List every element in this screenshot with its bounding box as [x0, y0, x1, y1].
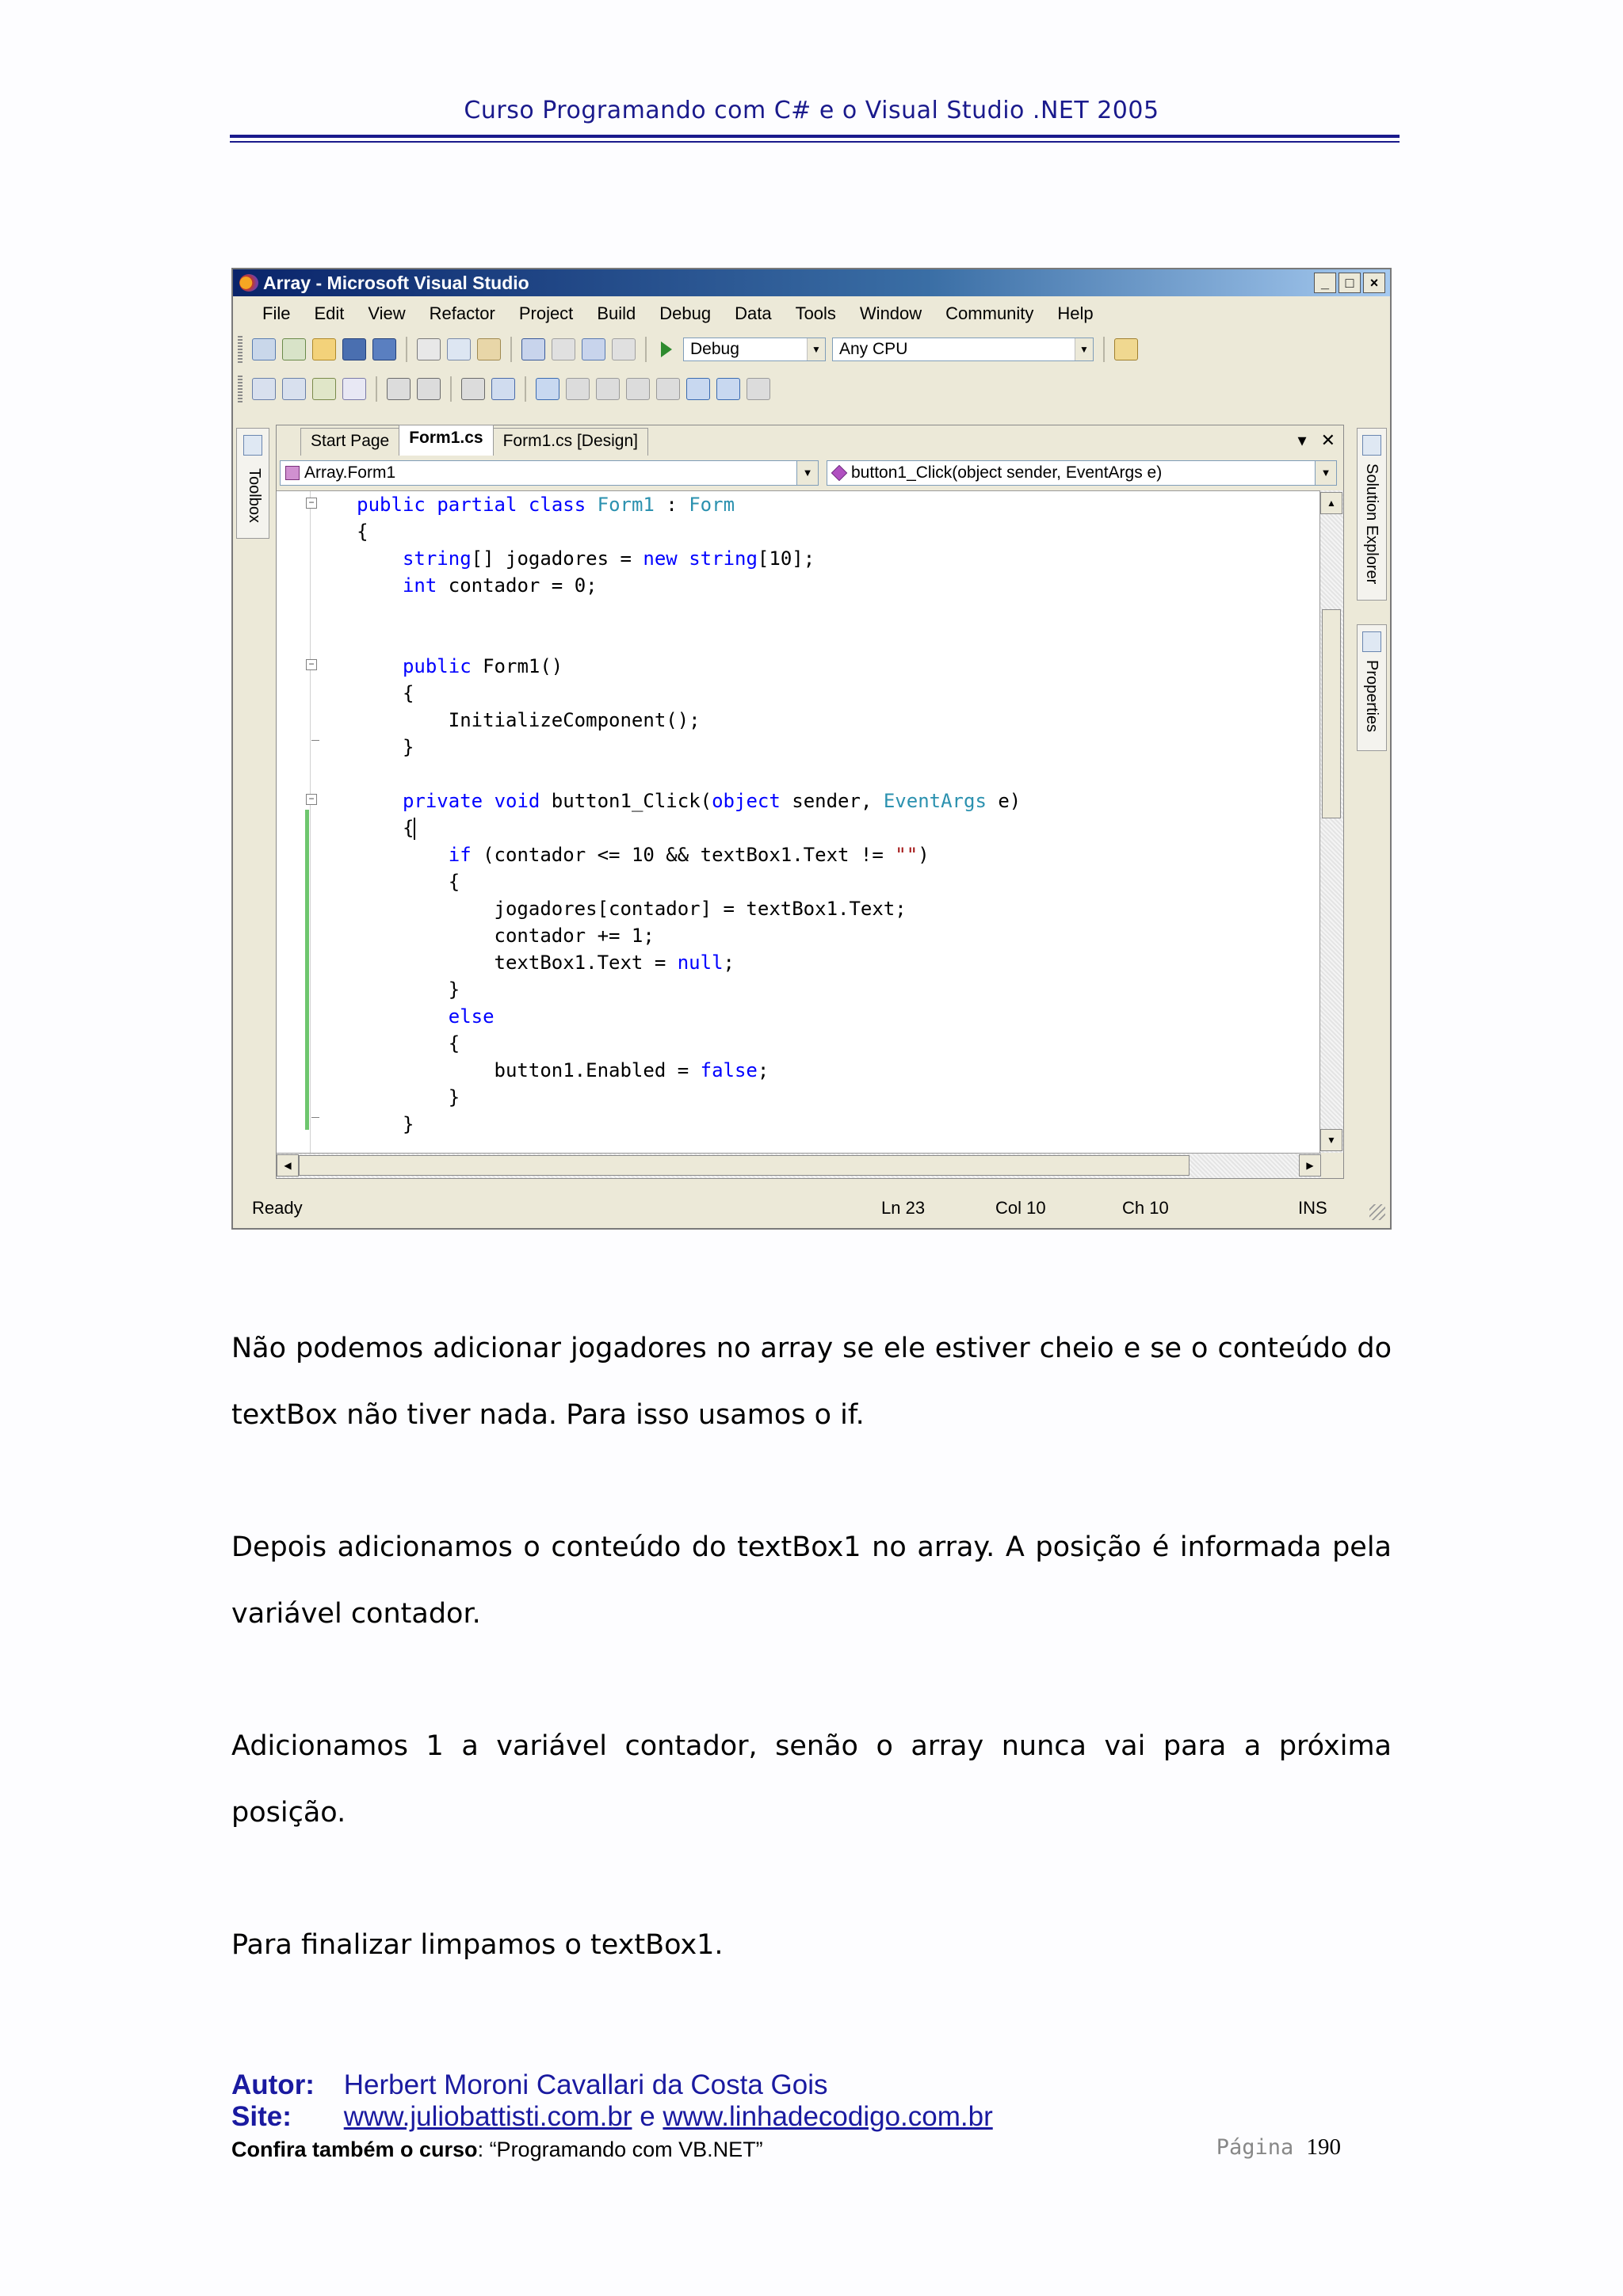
code-line: } [277, 1113, 414, 1135]
site-link-juliobattisti[interactable]: www.juliobattisti.com.br [343, 2101, 632, 2132]
site-label: Site: [231, 2101, 292, 2132]
code-line: { [277, 1032, 460, 1055]
status-char: Ch 10 [1122, 1198, 1169, 1218]
menu-help[interactable]: Help [1057, 303, 1094, 323]
page-footer [231, 2069, 1392, 2162]
status-column: Col 10 [995, 1198, 1046, 1218]
active-files-dropdown-icon[interactable]: ▾ [1297, 430, 1307, 450]
close-icon[interactable]: × [1363, 273, 1385, 293]
comment-icon[interactable] [461, 378, 485, 400]
scroll-up-icon[interactable]: ▲ [1320, 492, 1342, 514]
configuration-value: Debug [690, 340, 739, 358]
author-row [231, 2069, 1392, 2101]
tab-form1-design[interactable]: Form1.cs [Design] [493, 428, 648, 456]
scroll-right-icon[interactable]: ▶ [1299, 1154, 1321, 1177]
toolbar-separator [645, 337, 647, 362]
code-line: { [277, 521, 369, 543]
also-see-course: : “Programando com VB.NET” [477, 2138, 763, 2161]
vertical-scrollbar[interactable] [1319, 490, 1343, 1153]
paragraph-4: Para finalizar limpamos o textBox1. [231, 1929, 724, 1961]
menu-window[interactable]: Window [859, 303, 922, 323]
collapse-icon[interactable]: − [306, 498, 317, 509]
method-icon [831, 465, 847, 481]
undo-icon[interactable] [521, 338, 545, 360]
horizontal-scrollbar[interactable] [277, 1153, 1321, 1178]
add-item-icon[interactable] [282, 338, 306, 360]
status-text: Ready [252, 1198, 303, 1218]
properties-icon [1362, 631, 1381, 652]
code-line: if (contador <= 10 && textBox1.Text != "") [448, 844, 930, 866]
code-line: { [277, 871, 460, 893]
menu-community[interactable]: Community [945, 303, 1034, 323]
toolbar-separator [510, 337, 512, 362]
navigate-icon[interactable] [582, 338, 605, 360]
open-file-icon[interactable] [312, 338, 336, 360]
vertical-scroll-thumb[interactable] [1322, 609, 1341, 818]
code-line: button1.Enabled = false; [277, 1059, 769, 1081]
toolbar-separator [450, 376, 452, 402]
toolbar-grip[interactable] [238, 336, 242, 363]
toolbar-separator [376, 376, 377, 402]
platform-value: Any CPU [839, 340, 908, 358]
solution-explorer-label: Solution Explorer [1363, 463, 1381, 585]
code-line: private void button1_Click(object sender, EventArgs e) [402, 790, 1022, 812]
close-document-icon[interactable]: ✕ [1320, 430, 1335, 450]
solution-explorer-icon [1362, 435, 1381, 456]
menu-debug[interactable]: Debug [659, 303, 712, 323]
new-project-icon[interactable] [252, 338, 276, 360]
tab-form1-cs[interactable]: Form1.cs [399, 425, 493, 456]
author-name: Herbert Moroni Cavallari da Costa Gois [343, 2069, 828, 2100]
menu-file[interactable]: File [262, 303, 291, 323]
save-all-icon[interactable] [372, 338, 396, 360]
text-editor-toolbar [238, 371, 1385, 407]
status-line: Ln 23 [881, 1198, 926, 1218]
paste-icon[interactable] [477, 338, 501, 360]
code-line: } [277, 736, 414, 758]
next-bookmark-document-icon[interactable] [716, 378, 740, 400]
class-icon [285, 466, 300, 480]
toolbox-panel-tab[interactable] [236, 428, 269, 539]
class-select[interactable] [280, 460, 819, 486]
paragraph-1: Não podemos adicionar jogadores no array se ele estiver cheio e se o conteúdo do textBox não tiver nada. Para isso usamos o if. [231, 1333, 1392, 1431]
toolbar-grip[interactable] [238, 376, 242, 402]
page-number-value: 190 [1306, 2134, 1341, 2160]
page-label: Página [1216, 2135, 1294, 2160]
menu-build[interactable]: Build [597, 303, 636, 323]
decrease-indent-icon[interactable] [387, 378, 411, 400]
toolbar-separator [525, 376, 526, 402]
site-row [231, 2101, 1392, 2133]
tab-start-page[interactable]: Start Page [300, 428, 399, 456]
code-line: contador += 1; [277, 925, 655, 947]
chevron-down-icon[interactable]: ▼ [1075, 338, 1093, 360]
tab-controls [1298, 430, 1335, 451]
paragraph-3: Adicionamos 1 a variável contador, senão o array nunca vai para a próxima posição. [231, 1730, 1392, 1829]
next-bookmark-folder-icon[interactable] [656, 378, 680, 400]
menu-view[interactable]: View [368, 303, 406, 323]
collapse-icon[interactable]: − [306, 659, 317, 670]
chevron-down-icon[interactable]: ▼ [796, 461, 818, 485]
header-rule-thin [230, 141, 1400, 143]
status-insert-mode: INS [1298, 1198, 1327, 1218]
menu-data[interactable]: Data [735, 303, 772, 323]
previous-bookmark-document-icon[interactable] [686, 378, 710, 400]
code-line: public Form1() [402, 655, 563, 677]
window-controls [1314, 273, 1385, 293]
code-line: textBox1.Text = null; [277, 952, 735, 974]
toolbar-separator [406, 337, 407, 362]
window-titlebar [233, 269, 1390, 296]
toolbar-separator [1103, 337, 1105, 362]
menu-edit[interactable]: Edit [314, 303, 345, 323]
header-title: Curso Programando com C# e o Visual Studio .NET 2005 [464, 97, 1159, 124]
member-value: button1_Click(object sender, EventArgs e) [851, 463, 1163, 482]
code-text-area[interactable] [277, 490, 1321, 1154]
solution-explorer-panel-tab[interactable] [1357, 428, 1387, 601]
menu-project[interactable]: Project [518, 303, 574, 323]
navigate-forward-icon[interactable] [612, 338, 636, 360]
menu-refactor[interactable]: Refactor [429, 303, 495, 323]
also-see-label: Confira também o curso [231, 2138, 478, 2161]
object-member-list-icon[interactable] [252, 378, 276, 400]
toolbox-icon [243, 435, 262, 456]
status-bar [233, 1187, 1390, 1228]
quick-info-icon[interactable] [312, 378, 336, 400]
standard-toolbar [238, 331, 1385, 368]
copy-icon[interactable] [447, 338, 471, 360]
class-value: Array.Form1 [304, 463, 396, 482]
code-line: else [448, 1005, 495, 1028]
properties-label: Properties [1363, 660, 1381, 733]
paragraph-2: Depois adicionamos o conteúdo do textBox1 no array. A posição é informada pela variável contador. [231, 1531, 1392, 1630]
previous-bookmark-folder-icon[interactable] [626, 378, 650, 400]
code-line: { [277, 817, 414, 839]
code-line: } [277, 1086, 460, 1108]
source-code [277, 491, 1021, 1138]
menu-bar [233, 298, 1390, 330]
scroll-left-icon[interactable]: ◀ [277, 1154, 299, 1177]
code-line: jogadores[contador] = textBox1.Text; [277, 898, 907, 920]
visual-studio-screenshot [231, 268, 1392, 1230]
chevron-down-icon[interactable]: ▼ [807, 338, 825, 360]
code-editor [276, 425, 1344, 1179]
code-line: } [277, 978, 460, 1001]
clear-bookmarks-icon[interactable] [747, 378, 770, 400]
uncomment-icon[interactable] [491, 378, 515, 400]
code-line: { [277, 682, 414, 704]
document-tabs [277, 425, 1343, 456]
find-in-files-icon[interactable] [1114, 338, 1138, 360]
text-cursor [414, 818, 415, 840]
author-label: Autor: [231, 2069, 315, 2100]
complete-word-icon[interactable] [342, 378, 366, 400]
visual-studio-icon [239, 274, 258, 292]
scroll-down-icon[interactable]: ▼ [1320, 1129, 1342, 1151]
collapse-icon[interactable]: − [306, 794, 317, 805]
cut-icon[interactable] [417, 338, 441, 360]
configuration-select[interactable] [683, 338, 826, 361]
header-rule [230, 135, 1400, 138]
properties-panel-tab[interactable] [1357, 624, 1387, 751]
code-line: public partial class Form1 : Form [357, 494, 735, 516]
maximize-icon[interactable]: □ [1338, 273, 1361, 293]
menu-tools[interactable]: Tools [795, 303, 836, 323]
navigation-bar [277, 457, 1343, 489]
code-line: InitializeComponent(); [277, 709, 701, 731]
member-select[interactable] [827, 460, 1337, 486]
chevron-down-icon[interactable]: ▼ [1315, 461, 1336, 485]
code-line: string[] jogadores = new string[10]; [402, 547, 815, 570]
parameter-info-icon[interactable] [282, 378, 306, 400]
start-debugging-icon[interactable] [661, 341, 672, 357]
toolbox-label: Toolbox [246, 468, 263, 523]
code-line: int contador = 0; [402, 574, 598, 597]
redo-icon[interactable] [552, 338, 575, 360]
save-icon[interactable] [342, 338, 366, 360]
site-link-linhadecodigo[interactable]: www.linhadecodigo.com.br [663, 2101, 993, 2132]
increase-indent-icon[interactable] [417, 378, 441, 400]
window-title: Array - Microsoft Visual Studio [263, 272, 529, 293]
next-bookmark-icon[interactable] [596, 378, 620, 400]
bookmark-icon[interactable] [536, 378, 559, 400]
previous-bookmark-icon[interactable] [566, 378, 590, 400]
site-separator: e [640, 2101, 655, 2132]
horizontal-scroll-thumb[interactable] [299, 1155, 1190, 1176]
platform-select[interactable] [832, 338, 1094, 361]
minimize-icon[interactable]: _ [1314, 273, 1336, 293]
resize-grip-icon[interactable] [1369, 1204, 1385, 1220]
page-number [1216, 2134, 1341, 2161]
